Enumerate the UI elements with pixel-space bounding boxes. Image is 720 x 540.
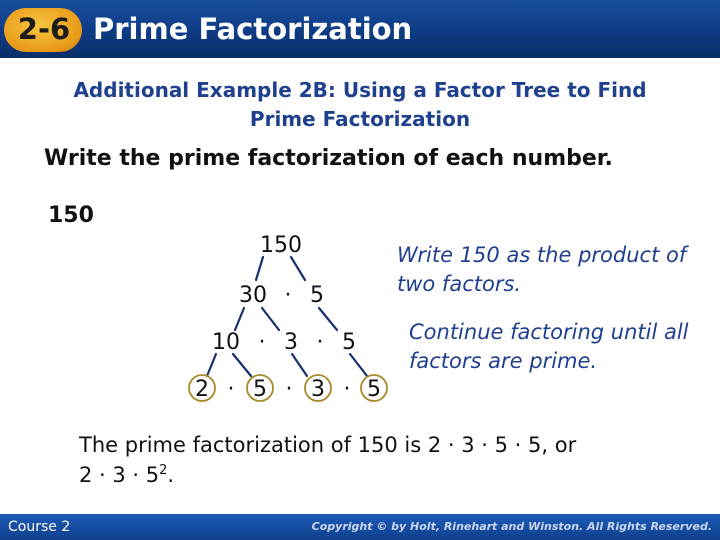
problem-number: 150 <box>48 203 94 228</box>
tree-level1-factor: 30 <box>239 283 267 308</box>
conclusion-line1: The prime factorization of 150 is 2 · 3 · 5 · 5, or <box>79 433 577 457</box>
tree-level3-dot: · <box>227 377 235 402</box>
tree-level2-dot: · <box>258 330 266 355</box>
branch-line <box>235 308 244 330</box>
branch-line <box>207 354 216 376</box>
tree-level3-prime: 2 <box>195 377 209 402</box>
lesson-number: 2-6 <box>17 12 71 46</box>
tree-level1-factor: 5 <box>310 283 324 308</box>
branch-line <box>291 257 305 280</box>
conclusion-expression: 2 · 3 · 5 <box>79 463 160 487</box>
tree-level1-dot: · <box>284 283 292 308</box>
note-continue-factoring: Continue factoring until all factors are prime. <box>409 320 689 373</box>
conclusion-text <box>79 430 699 490</box>
tree-root: 150 <box>260 233 302 258</box>
example-heading-line2: Prime Factorization <box>249 107 471 131</box>
branch-line <box>350 354 367 376</box>
conclusion-line2 <box>79 460 699 490</box>
course-label: Course 2 <box>8 519 71 535</box>
lesson-title: Prime Factorization <box>93 12 413 46</box>
tree-level2-dot: · <box>316 330 324 355</box>
branch-line <box>262 308 279 330</box>
example-heading-line1: Additional Example 2B: Using a Factor Tree to Find <box>73 78 647 102</box>
exponent: 2 <box>159 463 168 478</box>
instruction-text: Write the prime factorization of each number. <box>44 146 613 171</box>
branch-line <box>292 354 307 376</box>
conclusion-period: . <box>167 463 175 487</box>
note-write-product: Write 150 as the product of two factors. <box>397 243 687 296</box>
tree-level3-dot: · <box>285 377 293 402</box>
tree-level2-factor: 5 <box>342 330 356 355</box>
tree-level2-factor: 3 <box>284 330 298 355</box>
tree-level3-dot: · <box>343 377 351 402</box>
copyright-notice: Copyright © by Holt, Rinehart and Winston. All Rights Reserved. <box>311 520 712 533</box>
tree-level3-prime: 5 <box>253 377 267 402</box>
tree-level2-factor: 10 <box>212 330 240 355</box>
tree-level3-prime: 5 <box>367 377 381 402</box>
branch-line <box>256 257 263 280</box>
branch-line <box>233 354 251 376</box>
tree-level3-prime: 3 <box>311 377 325 402</box>
branch-line <box>319 308 337 330</box>
